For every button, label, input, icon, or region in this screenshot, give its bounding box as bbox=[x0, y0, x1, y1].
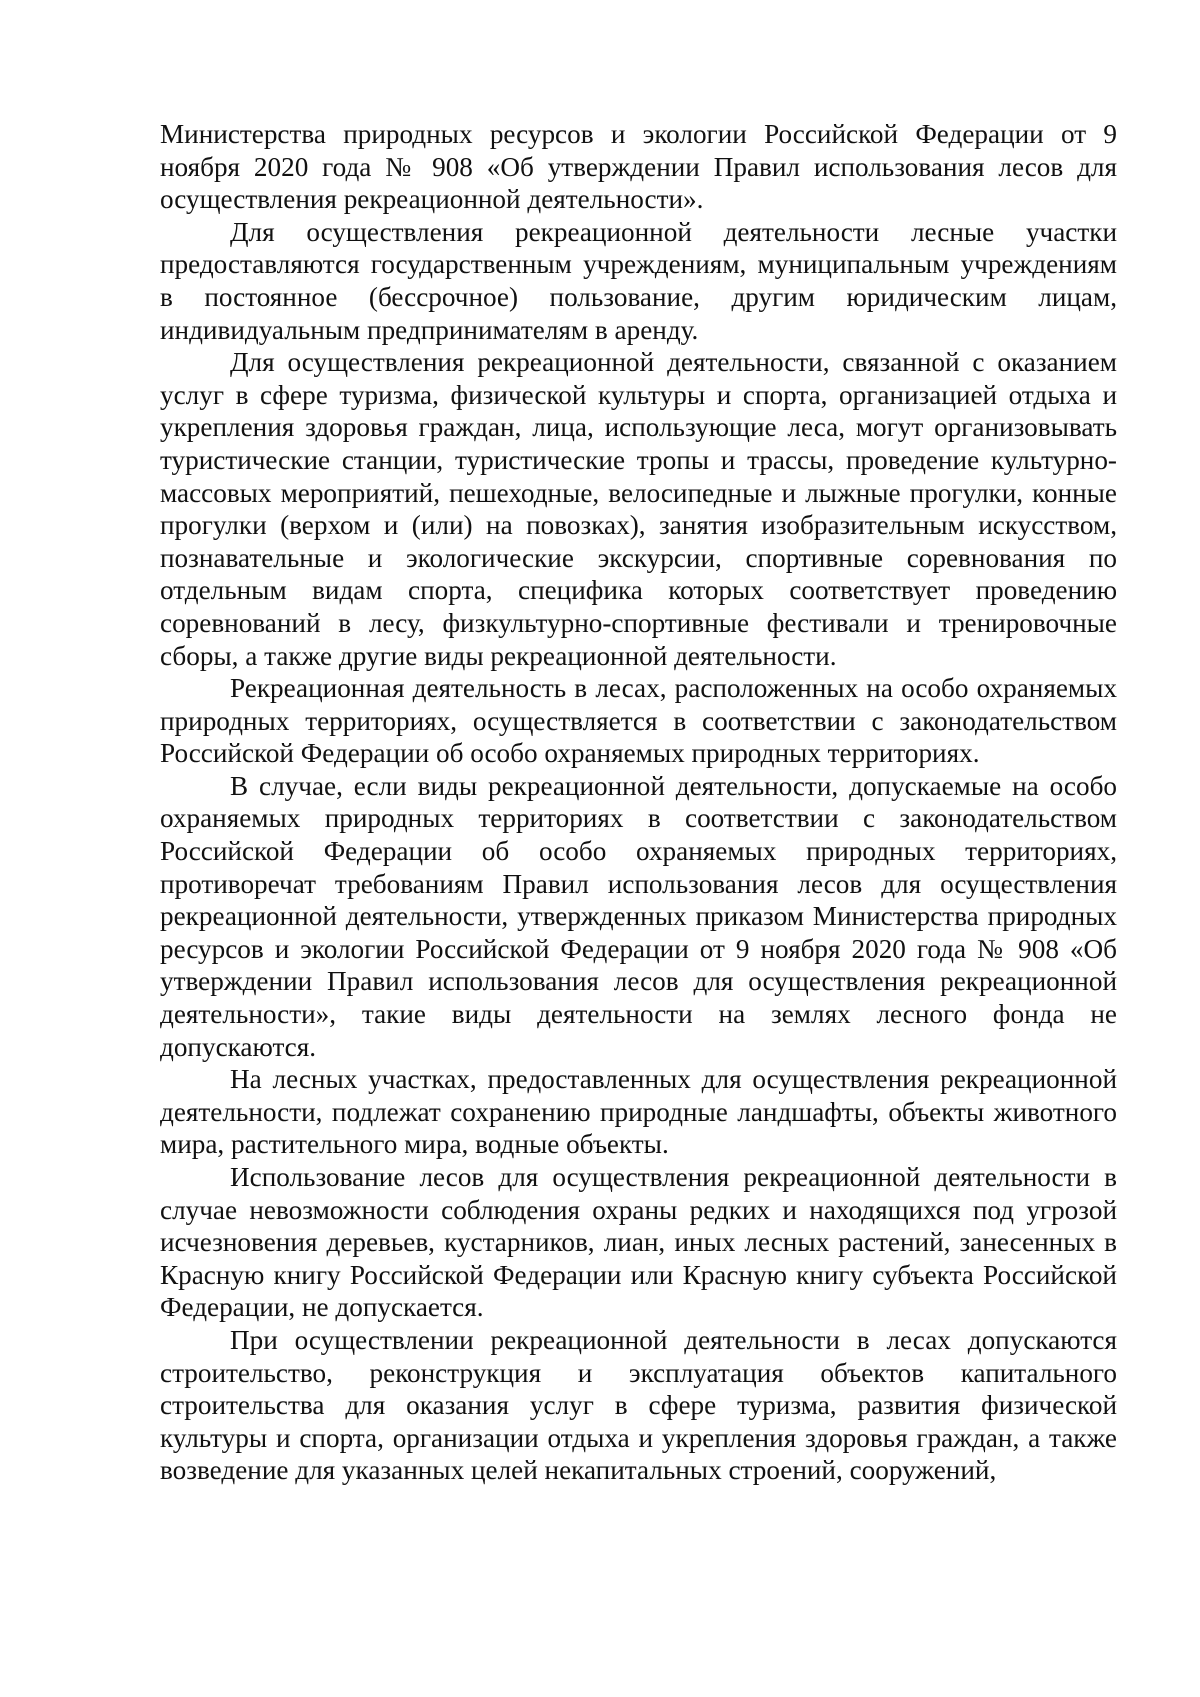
paragraph-red-book: Использование лесов для осуществления рекреационной деятельности в случае невозможности соблюдения охраны редких и находящихся под угрозой исчезновения деревьев, кустарников, лиан, иных лесных растений, занесенных в Красную книгу Российской Федерации или Красную книгу субъекта Российской Федерации, не допускается. bbox=[160, 1162, 1117, 1323]
paragraph-landscape-preservation: На лесных участках, предоставленных для осуществления рекреационной деятельности, подлежат сохранению природные ландшафты, объекты животного мира, растительного мира, водные объекты. bbox=[160, 1064, 1117, 1160]
paragraph-continuation: Министерства природных ресурсов и экологии Российской Федерации от 9 ноября 2020 года № 908 «Об утверждении Правил использования лесов для осуществления рекреационной деятельности». bbox=[160, 119, 1117, 215]
paragraph-construction: При осуществлении рекреационной деятельности в лесах допускаются строительство, реконструкция и эксплуатация объектов капитального строительства для оказания услуг в сфере туризма, развития физической культуры и спорта, организации отдыха и укрепления здоровья граждан, а также возведение для указанных целей некапитальных строений, сооружений, bbox=[160, 1324, 1117, 1486]
document-page bbox=[160, 118, 1117, 1487]
paragraph-conflicting-requirements: В случае, если виды рекреационной деятельности, допускаемые на особо охраняемых природных территориях в соответствии с законодательством Российской Федерации об особо охраняемых природных территориях, противоречат требованиям Правил использования лесов для осуществления рекреационной деятельности, утвержденных приказом Министерства природных ресурсов и экологии Российской Федерации от 9 ноября 2020 года № 908 «Об утверждении Правил использования лесов для осуществления рекреационной деятельности», такие виды деятельности на землях лесного фонда не допускаются. bbox=[160, 770, 1117, 1062]
paragraph-land-provision: Для осуществления рекреационной деятельности лесные участки предоставляются государственным учреждениям, муниципальным учреждениям в постоянное (бессрочное) пользование, другим юридическим лицам, индивидуальным предпринимателям в аренду. bbox=[160, 216, 1117, 345]
paragraph-protected-territories: Рекреационная деятельность в лесах, расположенных на особо охраняемых природных территориях, осуществляется в соответствии с законодательством Российской Федерации об особо охраняемых природных территориях. bbox=[160, 673, 1117, 769]
paragraph-recreational-activities: Для осуществления рекреационной деятельности, связанной с оказанием услуг в сфере туризма, физической культуры и спорта, организацией отдыха и укрепления здоровья граждан, лица, использующие леса, могут организовывать туристические станции, туристические тропы и трассы, проведение культурно-массовых мероприятий, пешеходные, велосипедные и лыжные прогулки, конные прогулки (верхом и (или) на повозках), занятия изобразительным искусством, познавательные и экологические экскурсии, спортивные соревнования по отдельным видам спорта, специфика которых соответствует проведению соревнований в лесу, физкультурно-спортивные фестивали и тренировочные сборы, а также другие виды рекреационной деятельности. bbox=[160, 347, 1117, 671]
